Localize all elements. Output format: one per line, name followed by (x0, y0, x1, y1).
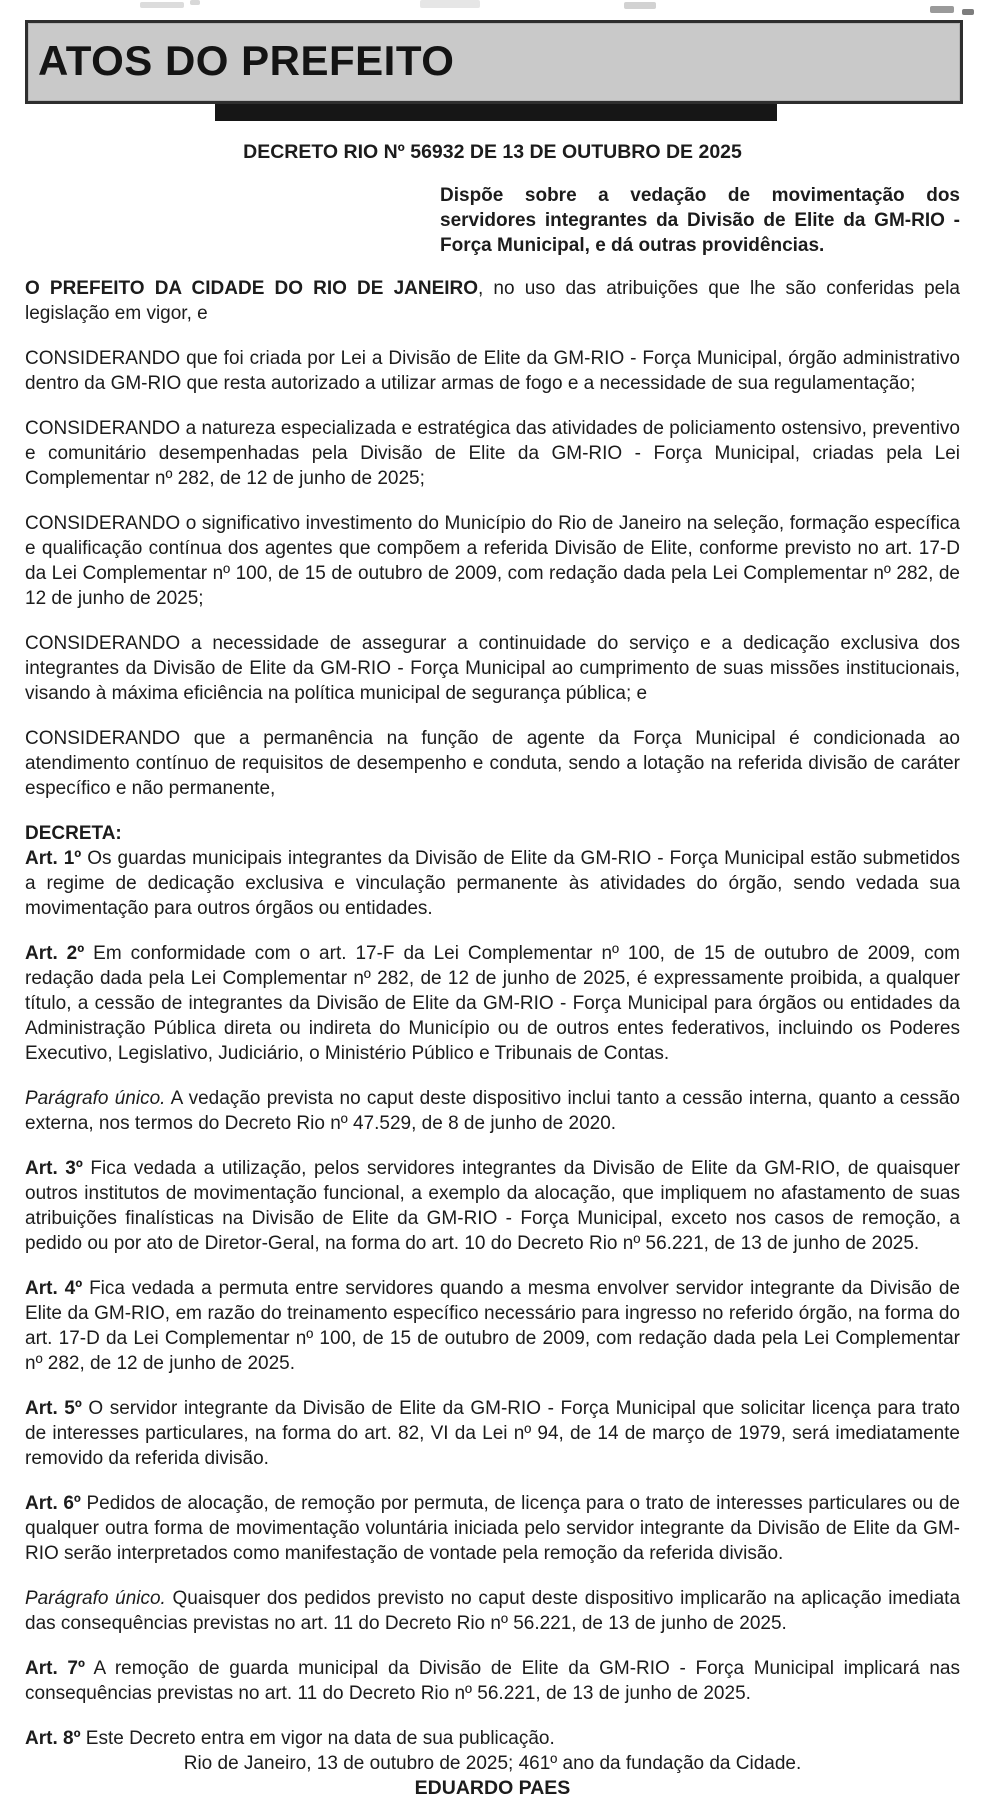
scan-artifact (930, 6, 954, 13)
article-3 (25, 1156, 960, 1256)
decree-ementa: Dispõe sobre a vedação de movimentação dos servidores integrantes da Divisão de Elite da GM-RIO - Força Municipal, e dá outras providências. (440, 185, 960, 256)
paragrafo-unico-2-label: Parágrafo único. (25, 1588, 166, 1609)
article-7 (25, 1656, 960, 1706)
signature-name: EDUARDO PAES (414, 1777, 571, 1799)
banner-underline-bar (215, 104, 777, 121)
article-2-text: Em conformidade com o art. 17-F da Lei Complementar nº 100, de 15 de outubro de 2009, com redação dada pela Lei Complementar nº 282, de 12 de junho de 2025, é expressamente proibida, a qualquer título, a cessão de integrantes da Divisão de Elite da GM-RIO - Força Municipal para órgãos ou entidades da Administração Pública direta ou indireta do Município ou de outros entes federativos, incluindo os Poderes Executivo, Legislativo, Judiciário, o Ministério Público e Tribunais de Contas. (25, 943, 960, 1064)
preamble-rest: , no uso das atribuições que lhe são conferidas pela legislação em vigor, e (25, 278, 960, 324)
article-8 (25, 1726, 960, 1751)
article-5-text: O servidor integrante da Divisão de Elite da GM-RIO - Força Municipal que solicitar licença para trato de interesses particulares, na forma do art. 82, VI da Lei nº 94, de 14 de março de 1979, será imediatamente removido da referida divisão. (25, 1398, 960, 1469)
considerandum-2: CONSIDERANDO a natureza especializada e estratégica das atividades de policiamento ostensivo, preventivo e comunitário desempenhadas pela Divisão de Elite da GM-RIO - Força Municipal, criadas pela Lei Complementar nº 282, de 12 de junho de 2025; (25, 418, 960, 489)
considerandum-1: CONSIDERANDO que foi criada por Lei a Divisão de Elite da GM-RIO - Força Municipal, órgão administrativo dentro da GM-RIO que resta autorizado a utilizar armas de fogo e a necessidade de sua regulamentação; (25, 348, 960, 394)
article-8-text: Este Decreto entra em vigor na data de sua publicação. (85, 1728, 555, 1749)
decreta-heading: DECRETA: (25, 823, 122, 844)
article-7-label: Art. 7º (25, 1658, 85, 1679)
paragrafo-unico-2 (25, 1586, 960, 1636)
article-4 (25, 1276, 960, 1376)
article-7-text: A remoção de guarda municipal da Divisão de Elite da GM-RIO - Força Municipal implicará nas consequências previstas no art. 11 do Decreto Rio nº 56.221, de 13 de junho de 2025. (25, 1658, 960, 1704)
article-1 (25, 846, 960, 921)
decree-preamble (25, 276, 960, 326)
section-title: ATOS DO PREFEITO (38, 37, 455, 84)
article-6-label: Art. 6º (25, 1493, 81, 1514)
decree-title: DECRETO RIO Nº 56932 DE 13 DE OUTUBRO DE 2025 (243, 141, 742, 163)
scan-artifact (190, 0, 200, 5)
preamble-lead: O PREFEITO DA CIDADE DO RIO DE JANEIRO (25, 278, 479, 299)
article-5-label: Art. 5º (25, 1398, 82, 1419)
considerandum-5: CONSIDERANDO que a permanência na função de agente da Força Municipal é condicionada ao atendimento contínuo de requisitos de desempenho e conduta, sendo a lotação na referida divisão de caráter específico e não permanente, (25, 728, 960, 799)
article-2-label: Art. 2º (25, 943, 85, 964)
article-3-text: Fica vedada a utilização, pelos servidores integrantes da Divisão de Elite da GM-RIO, de quaisquer outros institutos de movimentação funcional, a exemplo da alocação, que impliquem no afastamento de suas atribuições finalísticas na Divisão de Elite da GM-RIO - Força Municipal, exceto nos casos de remoção, a pedido ou por ato de Diretor-Geral, na forma do art. 10 do Decreto Rio nº 56.221, de 13 de junho de 2025. (25, 1158, 960, 1254)
article-5 (25, 1396, 960, 1471)
scan-artifact (420, 0, 480, 8)
scan-artifact (140, 2, 184, 8)
article-3-label: Art. 3º (25, 1158, 83, 1179)
article-1-text: Os guardas municipais integrantes da Divisão de Elite da GM-RIO - Força Municipal estão submetidos a regime de dedicação exclusiva e vinculação permanente às atividades do órgão, sendo vedada sua movimentação para outros órgãos ou entidades. (25, 848, 961, 919)
paragrafo-unico-1 (25, 1086, 960, 1136)
article-8-label: Art. 8º (25, 1728, 81, 1749)
article-2 (25, 941, 960, 1066)
closing-block (25, 1726, 960, 1801)
section-banner (25, 20, 963, 104)
article-1-label: Art. 1º (25, 848, 82, 869)
decree-body (25, 140, 960, 1801)
article-6-text: Pedidos de alocação, de remoção por permuta, de licença para o trato de interesses particulares ou de qualquer outra forma de movimentação voluntária iniciada pelo servidor integrante da Divisão de Elite da GM-RIO serão interpretados como manifestação de vontade pela remoção da referida divisão. (25, 1493, 960, 1564)
scan-artifact (962, 9, 974, 15)
dateline: Rio de Janeiro, 13 de outubro de 2025; 461º ano da fundação da Cidade. (183, 1753, 802, 1774)
considerandum-3: CONSIDERANDO o significativo investimento do Município do Rio de Janeiro na seleção, formação específica e qualificação contínua dos agentes que compõem a referida Divisão de Elite, conforme previsto no art. 17-D da Lei Complementar nº 100, de 15 de outubro de 2009, com redação dada pela Lei Complementar nº 282, de 12 de junho de 2025; (25, 513, 960, 609)
article-4-label: Art. 4º (25, 1278, 83, 1299)
paragrafo-unico-2-text: Quaisquer dos pedidos previsto no caput deste dispositivo implicarão na aplicação imediata das consequências previstas no art. 11 do Decreto Rio nº 56.221, de 13 de junho de 2025. (25, 1588, 961, 1634)
paragrafo-unico-1-label: Parágrafo único. (25, 1088, 166, 1109)
paragrafo-unico-1-text: A vedação prevista no caput deste dispositivo inclui tanto a cessão interna, quanto a cessão externa, nos termos do Decreto Rio nº 47.529, de 8 de junho de 2020. (25, 1088, 960, 1134)
considerandum-4: CONSIDERANDO a necessidade de assegurar a continuidade do serviço e a dedicação exclusiva dos integrantes da Divisão de Elite da GM-RIO - Força Municipal ao cumprimento de suas missões institucionais, visando à máxima eficiência na política municipal de segurança pública; e (25, 633, 960, 704)
decreta-block (25, 821, 960, 921)
scan-artifact (624, 2, 656, 9)
article-4-text: Fica vedada a permuta entre servidores quando a mesma envolver servidor integrante da Divisão de Elite da GM-RIO, em razão do treinamento específico necessário para ingresso no referido órgão, na forma do art. 17-D da Lei Complementar nº 100, de 15 de outubro de 2009, com redação dada pela Lei Complementar nº 282, de 12 de junho de 2025. (25, 1278, 960, 1374)
article-6 (25, 1491, 960, 1566)
